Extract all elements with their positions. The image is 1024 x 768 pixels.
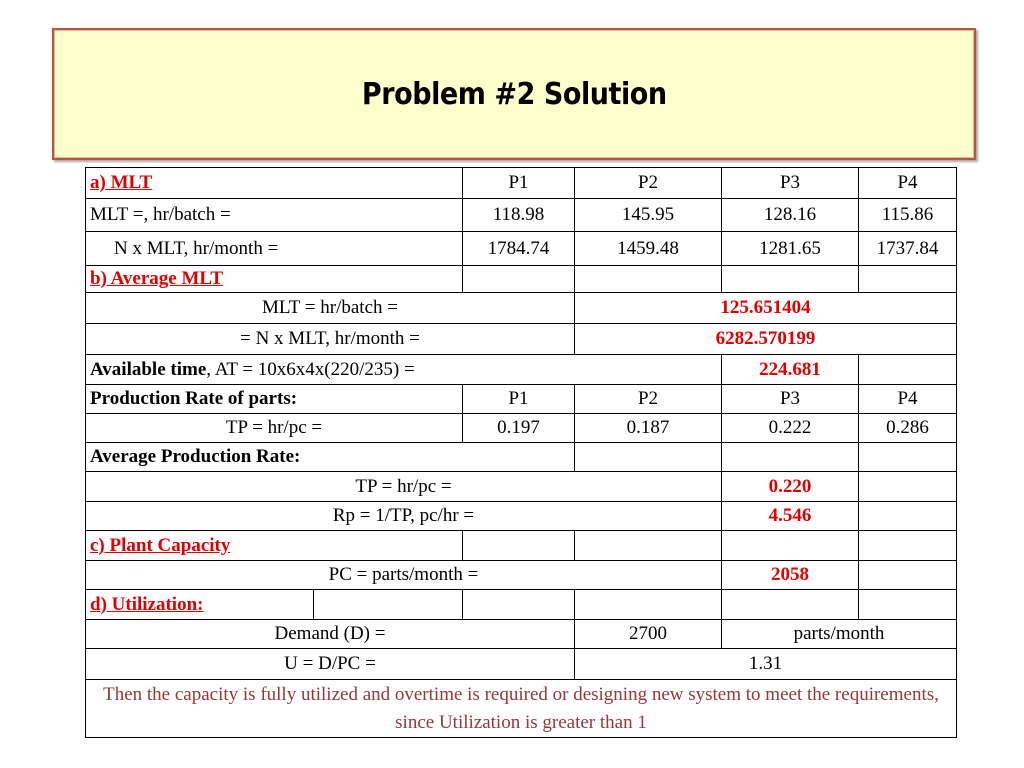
empty-cell — [859, 266, 957, 293]
section-b-label — [86, 266, 463, 293]
demand-value: 2700 — [575, 620, 722, 649]
prod-header-p2: P2 — [575, 385, 722, 414]
empty-cell — [859, 531, 957, 561]
available-time-bold: Available time — [90, 358, 207, 380]
avg-mlt-label: MLT = hr/batch = — [86, 293, 575, 324]
section-d-label — [86, 590, 314, 620]
empty-cell — [722, 443, 859, 472]
available-time-label — [86, 355, 722, 385]
empty-cell — [575, 531, 722, 561]
empty-cell — [463, 531, 575, 561]
empty-cell — [575, 443, 722, 472]
empty-cell — [463, 590, 575, 620]
prod-header-p3: P3 — [722, 385, 859, 414]
avg-nmlt-label: = N x MLT, hr/month = — [86, 324, 575, 355]
section-b-text: b) Average MLT — [90, 268, 223, 289]
mlt-p2: 145.95 — [575, 199, 722, 232]
solution-table — [85, 167, 957, 738]
avg-nmlt-value: 6282.570199 — [575, 324, 957, 355]
empty-cell — [722, 266, 859, 293]
avg-tp-label: TP = hr/pc = — [86, 472, 722, 502]
header-p4: P4 — [859, 168, 957, 199]
nmlt-p1: 1784.74 — [463, 232, 575, 266]
empty-cell — [859, 561, 957, 590]
nmlt-p3: 1281.65 — [722, 232, 859, 266]
empty-cell — [722, 590, 859, 620]
empty-cell — [722, 531, 859, 561]
section-d-text: d) Utilization: — [90, 593, 204, 615]
empty-cell — [859, 443, 957, 472]
rp-label: Rp = 1/TP, pc/hr = — [86, 502, 722, 531]
pc-value: 2058 — [722, 561, 859, 590]
tp-label: TP = hr/pc = — [86, 414, 463, 443]
available-time-value: 224.681 — [722, 355, 859, 385]
prod-header-p4: P4 — [859, 385, 957, 414]
section-a-label — [86, 168, 463, 199]
avg-mlt-value: 125.651404 — [575, 293, 957, 324]
conclusion-note: Then the capacity is fully utilized and overtime is required or designing new system to meet the requirements, since Utilization is greater than 1 — [86, 680, 957, 738]
empty-cell — [859, 502, 957, 531]
tp-p1: 0.197 — [463, 414, 575, 443]
demand-unit: parts/month — [722, 620, 957, 649]
nmlt-p2: 1459.48 — [575, 232, 722, 266]
utilization-label: U = D/PC = — [86, 649, 575, 680]
prod-header-p1: P1 — [463, 385, 575, 414]
utilization-value: 1.31 — [575, 649, 957, 680]
section-c-label — [86, 531, 463, 561]
header-p2: P2 — [575, 168, 722, 199]
empty-cell — [463, 266, 575, 293]
mlt-p4: 115.86 — [859, 199, 957, 232]
empty-cell — [575, 590, 722, 620]
header-p3: P3 — [722, 168, 859, 199]
mlt-p1: 118.98 — [463, 199, 575, 232]
empty-cell — [314, 590, 463, 620]
slide-title: Problem #2 Solution — [361, 76, 667, 112]
header-p1: P1 — [463, 168, 575, 199]
empty-cell — [859, 590, 957, 620]
mlt-p3: 128.16 — [722, 199, 859, 232]
title-box — [52, 28, 976, 160]
available-time-formula: , AT = 10x6x4x(220/235) = — [206, 358, 415, 380]
section-c-text: c) Plant Capacity — [90, 534, 231, 556]
demand-label: Demand (D) = — [86, 620, 575, 649]
rp-value: 4.546 — [722, 502, 859, 531]
production-rate-label: Production Rate of parts: — [86, 385, 463, 414]
section-a-text: a) MLT — [90, 172, 153, 193]
tp-p4: 0.286 — [859, 414, 957, 443]
avg-tp-value: 0.220 — [722, 472, 859, 502]
tp-p3: 0.222 — [722, 414, 859, 443]
empty-cell — [859, 472, 957, 502]
mlt-batch-label: MLT =, hr/batch = — [86, 199, 463, 232]
nmlt-p4: 1737.84 — [859, 232, 957, 266]
nmlt-label: N x MLT, hr/month = — [86, 232, 463, 266]
tp-p2: 0.187 — [575, 414, 722, 443]
empty-cell — [575, 266, 722, 293]
pc-label: PC = parts/month = — [86, 561, 722, 590]
empty-cell — [859, 355, 957, 385]
avg-production-rate-label: Average Production Rate: — [86, 443, 575, 472]
